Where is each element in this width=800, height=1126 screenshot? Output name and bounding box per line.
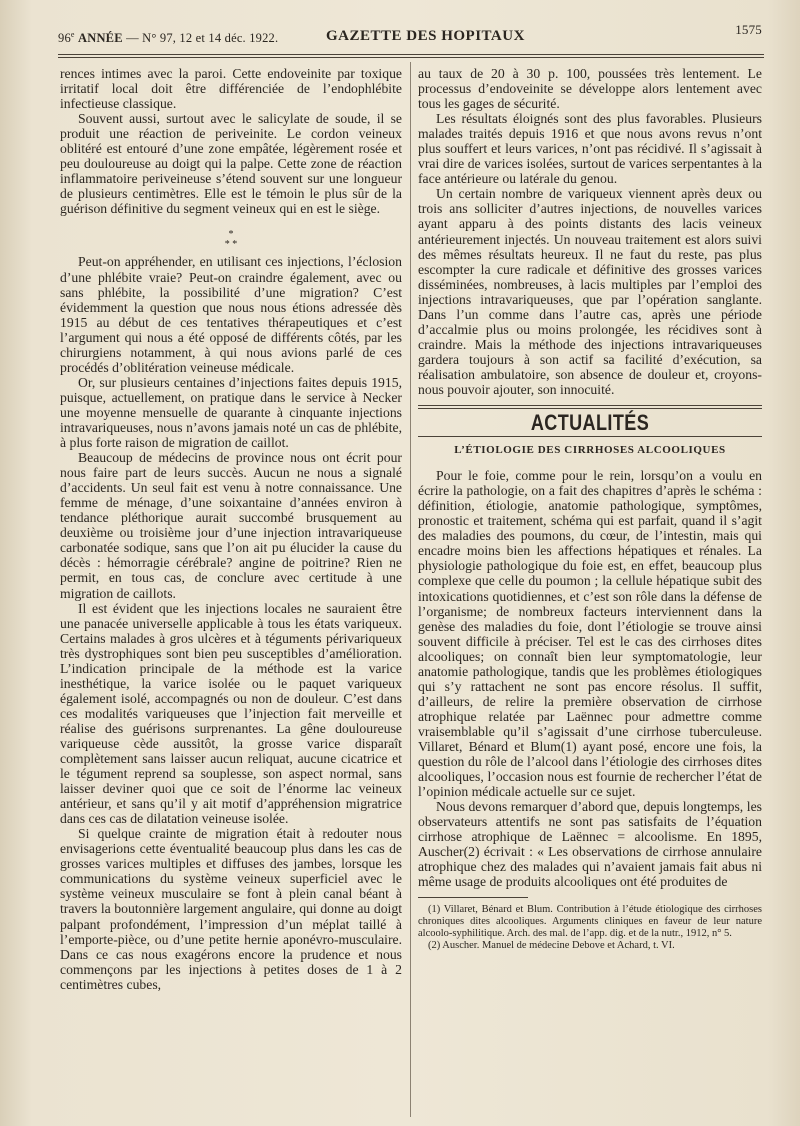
article-title: L’ÉTIOLOGIE DES CIRRHOSES ALCOOLIQUES — [454, 444, 726, 457]
page-number: 1575 — [735, 22, 762, 37]
column-divider — [410, 62, 411, 1117]
paragraph: Pour le foie, comme pour le rein, lorsqu’on a voulu en écrire la pathologie, on a fait des chapitres d’après le schéma : définition, étiologie, anatomie pathologique, symptômes, pronostic et traitement, schéma qui est parfait, quand il s’agit des maladies des poumons, du cœur, de l’intestin, mais qui encadre moins bien les affections hépatiques et rénales. La physiologie pathologique du foie est, en effet, beaucoup plus complexe que celle du poumon ; la cellule hépatique subit des intoxications quotidiennes, et c’est son rôle dans la défense de l’organisme; de nombreux facteurs interviennent dans la genèse des maladies du foie, dont l’étiologie se trouve ainsi souvent difficile à préciser. Tel est le cas des cirrhoses dites alcooliques; on connaît bien leur symptomatologie, leur anatomie pathologique, tandis que les problèmes étiologiques qui s’y rattachent ne sont pas encore résolus. Il suffit, d’ailleurs, de relire la première observation de cirrhose atrophique relatée par Laënnec pour admettre comme vraisemblable qu’il s’agissait d’une cirrhose tuberculeuse. Villaret, Bénard et Blum(1) ayant posé, encore une fois, la question du rôle de l’alcool dans l’étiologie des cirrhoses dites alcooliques, l’occasion nous est fournie de rechercher l’état de l’opinion médicale actuelle sur ce sujet. — [418, 468, 762, 800]
left-column — [60, 66, 402, 992]
paragraph: Souvent aussi, surtout avec le salicylate de soude, il se produit une réaction de periveinite. Le cordon veineux oblitéré est entouré d’une zone empâtée, légèrement rosée et peu douloureuse au doigt qui la palpe. Cette zone de réaction inflammatoire periveineuse s’étend souvent sur une longueur de plusieurs centimètres. Elle est le témoin le plus sûr de la guérison définitive du segment veineux qui en est le siège. — [60, 111, 402, 217]
star-top: * — [228, 229, 234, 241]
paragraph: au taux de 20 à 30 p. 100, poussées très lentement. Le processus d’endoveinite se développe alors lentement avec tous les gages de sécurité. — [418, 66, 762, 112]
paragraph: Nous devons remarquer d’abord que, depuis longtemps, les observateurs attentifs ne sont pas satisfaits de l’équation cirrhose atrophique de Laënnec = alcoolisme. En 1895, Auscher(2) écrivait : « Les observations de cirrhose annulaire atrophique chez des malades qui n’avaient jamais fait abus ni même usage de produits alcooliques ont été produites de — [418, 799, 762, 890]
paragraph: Si quelque crainte de migration était à redouter nous envisagerions cette éventualité beaucoup plus dans les cas de grosses varices multiples et diffuses des jambes, lorsque les communications du système veineux superficiel avec le système veineux musculaire se font à plein canal béant à travers la boutonnière largement angulaire, qui donne au doigt palpant profondément, l’impression d’un méplat taillé à l’emporte-pièce, ou d’une petite hernie aponévro-musculaire. Dans ce cas nous exagérons encore la prudence et nous commençons par les injections à petites doses de 1 à 2 centimètres cubes, — [60, 826, 402, 992]
paragraph: Or, sur plusieurs centaines d’injections faites depuis 1915, puisque, actuellement, on pratique dans le service à Necker une moyenne mensuelle de quarante à cinquante injections intravariqueuses, nous n’avons jamais noté un cas de phlébite, à plus forte raison de migration de caillot. — [60, 374, 402, 451]
year-word: ANNÉE — [78, 31, 123, 46]
journal-title: GAZETTE DES HOPITAUX — [326, 28, 525, 44]
paragraph: Peut-on appréhender, en utilisant ces injections, l’éclosion d’une phlébite vraie? Peut-on craindre également, avec ou sans phlébite, la possibilité d’une migration? C’est évidemment la question que nous nous étions adressée dès 1915 au début de ces tentatives thérapeutiques et c’est l’argument qui nous a été opposé de différents côtés, par les chirurgiens notamment, à qui nous avions parlé de ces procédés d’oblitération veineuse médicale. — [60, 254, 402, 375]
section-rule — [418, 405, 762, 409]
header-rule-top — [58, 54, 764, 55]
footnotes — [418, 904, 762, 952]
paragraph: Les résultats éloignés sont des plus favorables. Plusieurs malades traités depuis 1916 et que nous avons revus n’ont plus souffert et leurs varices, n’ont pas récidivé. Il s’agissait à vrai dire de varices isolées, surtout de varices serpentantes à la face antérieure ou latérale du genou. — [418, 111, 762, 187]
paragraph: Un certain nombre de variqueux viennent après deux ou trois ans solliciter d’autres injections, de nouvelles varices ayant apparu à des points distants des lacis veineux antérieurement injectés. Un nouveau traitement est alors suivi des mêmes résultats heureux. Il ne faut du reste, pas plus escompter la cure radicale et définitive des grosses varices disséminées, nombreuses, à lacis multiples par l’emploi des injections intravariqueuses, que par l’opération sanglante. Dans l’un comme dans l’autre cas, après une période d’accalmie plus ou moins prolongée, les récidives sont à craindre. Mais la méthode des injections intravariqueuses gardera toujours à son actif sa facilité d’exécution, sa réalisation ambulatoire, son absence de douleur et, croyons-nous pouvoir ajouter, son innocuité. — [418, 186, 762, 397]
paragraph: Beaucoup de médecins de province nous ont écrit pour nous faire part de leurs succès. Aucun ne nous a signalé d’accidents. Un seul fait est venu à notre connaissance. Une femme de ménage, d’une soixantaine d’années environ à tendance pléthorique aurait succombé brusquement au deuxième ou troisième jour d’une injection intravariqueuse carbonatée sodique, sans que l’on ait pu élucider la cause du décès : hémorragie cérébrale? angine de poitrine? Rien ne permit, en tous cas, de conclure avec certitude à une migration de caillots. — [60, 450, 402, 601]
issue-info — [58, 30, 278, 46]
section-separator-stars — [60, 230, 402, 250]
stars-bottom: * * — [224, 239, 238, 251]
year-ordinal: e — [70, 30, 75, 39]
paragraph: rences intimes avec la paroi. Cette endoveinite par toxique irritatif local doit être différenciée de l’endophlébite infectieuse classique. — [60, 66, 402, 112]
title-rule — [418, 436, 762, 437]
right-column — [418, 66, 762, 952]
issue-number-date: — N° 97, 12 et 14 déc. 1922. — [126, 31, 279, 46]
footnote: (2) Auscher. Manuel de médecine Debove et Achard, t. VI. — [428, 940, 675, 952]
footnote-rule — [418, 897, 528, 898]
paragraph: Il est évident que les injections locales ne sauraient être une panacée universelle applicable à tous les états variqueux. Certains malades à gros ulcères et à téguments périvariqueux très dystrophiques sont bien peu susceptibles d’amélioration. L’indication principale de la méthode est la varice inesthétique, la varice isolée ou le paquet variqueux également isolé, accompagnés ou non de douleur. C’est dans ces modalités variqueuses que l’injection fait merveille et réalise des guérisons surprenantes. La gêne douloureuse variqueuse cède aussitôt, la grosse varice disparaît complètement sans laisser aucun reliquat, aucune cicatrice et le tégument reprend sa souplesse, son aspect normal, sans laisser deviner quoi que ce soit de l’énorme lac veineux antérieur, et sans qu’il y ait motif d’appréhension migratrice dans ces cas de dilatation veineuse isolée. — [60, 600, 402, 827]
page-header — [58, 22, 764, 46]
year-number: 96 — [58, 31, 71, 46]
section-title: ACTUALITÉS — [530, 410, 650, 436]
header-rule-bottom — [58, 57, 764, 58]
footnote: (1) Villaret, Bénard et Blum. Contribution à l’étude étiologique des cirrhoses chroniques dites alcooliques. Arguments cliniques en faveur de leur nature alcoolo-syphilitique. Arch. des mal. de l’app. dig. et de la nutr., 1912, n° 5. — [418, 904, 762, 940]
